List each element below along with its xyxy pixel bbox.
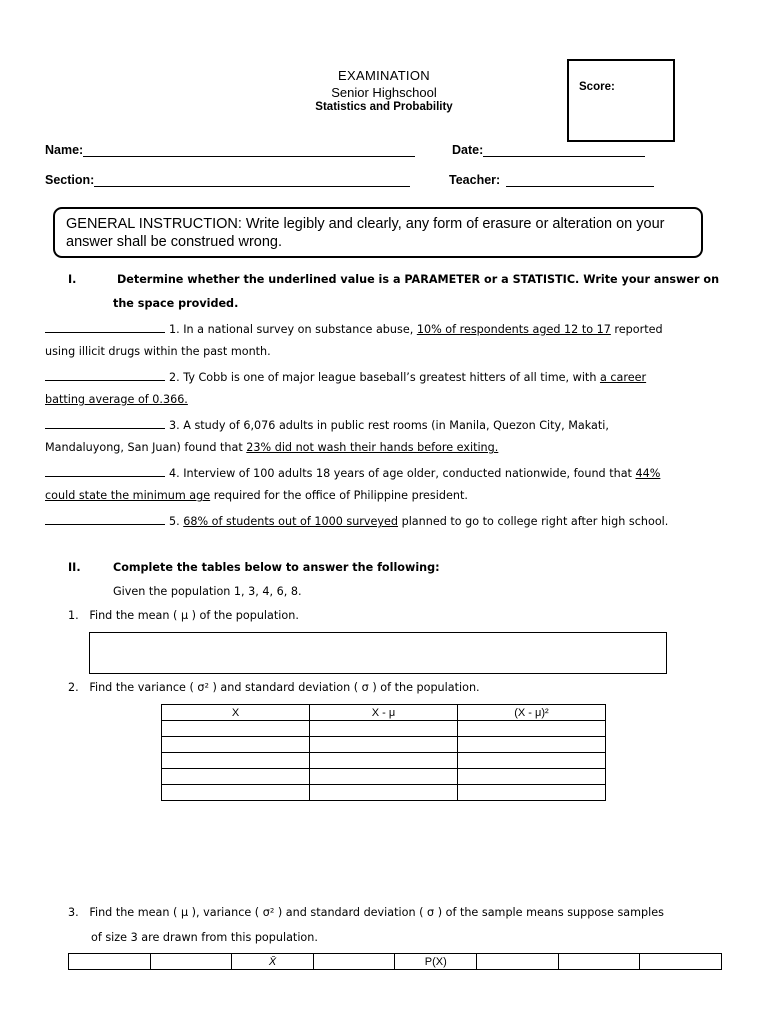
table2-header-px: P(X) <box>395 954 477 970</box>
part2-heading: Complete the tables below to answer the following: <box>113 561 440 574</box>
item-1-text: 1. In a national survey on substance abuse, <box>169 323 417 336</box>
item-2-text: 2. Ty Cobb is one of major league baseball’s greatest hitters of all time, with <box>169 371 600 384</box>
item-4-underlined-2: could state the minimum age <box>45 489 211 502</box>
item-4 <box>45 465 660 480</box>
name-label: Name: <box>45 143 84 157</box>
table-cell[interactable] <box>309 769 457 785</box>
item-4-underlined: 44% <box>635 467 661 480</box>
table-cell[interactable] <box>162 753 310 769</box>
part1-heading-line1: Determine whether the underlined value is a PARAMETER or a STATISTIC. Write your answer on <box>117 273 720 286</box>
table2-header-6 <box>477 954 559 970</box>
question-1: 1. Find the mean ( μ ) of the population. <box>68 609 299 622</box>
teacher-field[interactable] <box>449 173 654 187</box>
date-field[interactable] <box>452 143 645 157</box>
exam-subject: Statistics and Probability <box>315 101 453 113</box>
table-cell[interactable] <box>309 737 457 753</box>
section-input-line[interactable] <box>94 174 410 187</box>
score-box[interactable] <box>567 59 675 142</box>
item-3-text: 3. A study of 6,076 adults in public rest rooms (in Manila, Quezon City, Makati, <box>169 419 609 432</box>
table-cell[interactable] <box>162 769 310 785</box>
part2-numeral: II. <box>68 561 81 574</box>
table-header-x: X <box>162 705 310 721</box>
table-cell[interactable] <box>457 721 605 737</box>
question-3-line2: of size 3 are drawn from this population. <box>91 931 318 944</box>
answer-blank-5[interactable] <box>45 513 165 525</box>
date-label: Date: <box>452 143 484 157</box>
item-5-post: planned to go to college right after high school. <box>398 515 669 528</box>
item-4-line2 <box>45 489 468 502</box>
item-1-underlined: 10% of respondents aged 12 to 17 <box>416 323 611 336</box>
item-3-line2 <box>45 441 498 454</box>
section-field[interactable] <box>45 173 410 187</box>
item-4-text: 4. Interview of 100 adults 18 years of age older, conducted nationwide, found that <box>169 467 636 480</box>
table2-header-2 <box>150 954 232 970</box>
sample-means-table <box>68 953 722 970</box>
item-2-underlined: a career <box>599 371 647 384</box>
date-input-line[interactable] <box>483 144 645 157</box>
answer-blank-4[interactable] <box>45 465 165 477</box>
table-cell[interactable] <box>309 721 457 737</box>
general-instruction: GENERAL INSTRUCTION: Write legibly and clearly, any form of erasure or alteration on your answer shall be construed wrong. <box>53 207 703 258</box>
table-cell[interactable] <box>309 753 457 769</box>
table-cell[interactable] <box>457 737 605 753</box>
answer-blank-2[interactable] <box>45 369 165 381</box>
item-2-line2: batting average of 0.366. <box>45 393 188 406</box>
table-cell[interactable] <box>309 785 457 801</box>
teacher-label: Teacher: <box>449 173 501 187</box>
item-1 <box>45 321 663 336</box>
item-1-line2: using illicit drugs within the past month. <box>45 345 271 358</box>
item-3-line2-text: Mandaluyong, San Juan) found that <box>45 441 247 454</box>
answer-blank-1[interactable] <box>45 321 165 333</box>
item-5-text: 5. <box>169 515 184 528</box>
item-3 <box>45 417 609 432</box>
exam-level: Senior Highschool <box>331 85 437 100</box>
question-2: 2. Find the variance ( σ² ) and standard deviation ( σ ) of the population. <box>68 681 480 694</box>
table2-header-7 <box>558 954 640 970</box>
item-5 <box>45 513 668 528</box>
name-field[interactable] <box>45 143 415 157</box>
variance-table <box>161 704 606 801</box>
answer-blank-3[interactable] <box>45 417 165 429</box>
table-cell[interactable] <box>457 769 605 785</box>
item-1-post: reported <box>610 323 663 336</box>
part2-given: Given the population 1, 3, 4, 6, 8. <box>113 585 302 598</box>
table2-header-4 <box>313 954 395 970</box>
table-cell[interactable] <box>457 785 605 801</box>
mean-answer-box[interactable] <box>89 632 667 674</box>
question-3: 3. Find the mean ( μ ), variance ( σ² ) and standard deviation ( σ ) of the sample means suppose samples <box>68 906 664 919</box>
exam-title: EXAMINATION <box>338 68 430 83</box>
part1-heading-line2: the space provided. <box>113 297 239 310</box>
item-4-line2-post: required for the office of Philippine president. <box>210 489 468 502</box>
table-cell[interactable] <box>457 753 605 769</box>
table-header-x-minus-mu: X - μ <box>309 705 457 721</box>
item-3-underlined: 23% did not wash their hands before exiting. <box>246 441 499 454</box>
score-label: Score: <box>579 81 615 93</box>
part1-numeral: I. <box>68 273 77 286</box>
name-input-line[interactable] <box>83 144 415 157</box>
section-label: Section: <box>45 173 95 187</box>
teacher-input-line[interactable] <box>506 174 654 187</box>
table-cell[interactable] <box>162 737 310 753</box>
table-header-squared: (X - μ)² <box>457 705 605 721</box>
table2-header-8 <box>640 954 722 970</box>
table2-header-xbar: X̄ <box>232 954 314 970</box>
table2-header-1 <box>69 954 151 970</box>
item-2 <box>45 369 646 384</box>
table-cell[interactable] <box>162 721 310 737</box>
item-5-underlined: 68% of students out of 1000 surveyed <box>183 515 399 528</box>
table-cell[interactable] <box>162 785 310 801</box>
